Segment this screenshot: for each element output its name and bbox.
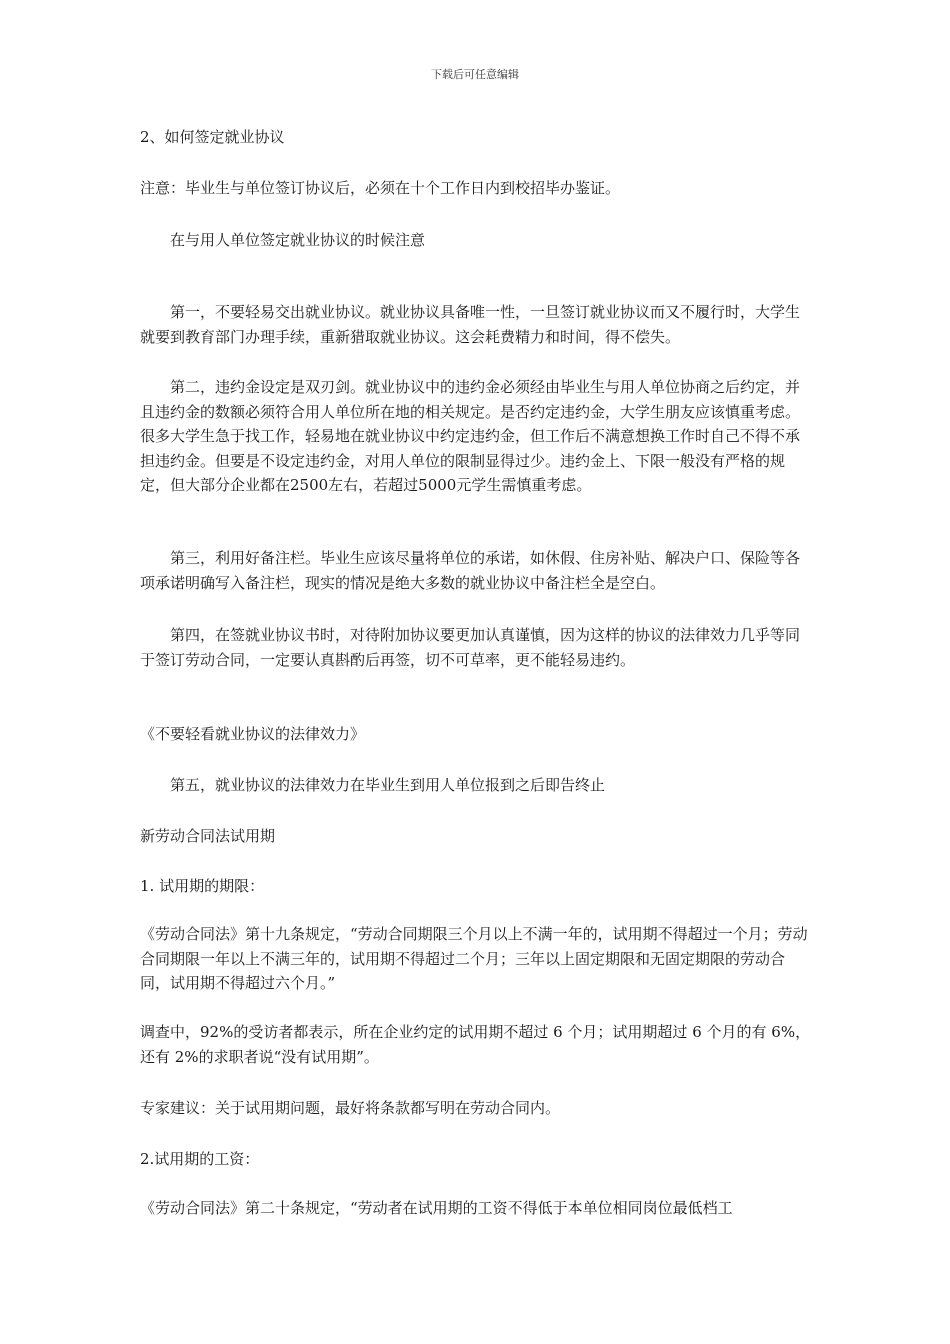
survey-paragraph: 调查中，92%的受访者都表示，所在企业约定的试用期不超过 6 个月；试用期超过 6 个月的有 6%，还有 2%的求职者说“没有试用期”。 [140,1023,811,1066]
paragraph-point-1: 第一，不要轻易交出就业协议。就业协议具备唯一性，一旦签订就业协议而又不履行时，大学生就要到教育部门办理手续，重新猎取就业协议。这会耗费精力和时间，得不偿失。 [140,303,801,346]
quote-title: 《不要轻看就业协议的法律效力》 [140,725,366,743]
section-heading: 2、如何签定就业协议 [140,128,285,146]
paragraph-point-4: 第四，在签就业协议书时，对待附加协议要更加认真谨慎，因为这样的协议的法律效力几乎等同于签订劳动合同，一定要认真斟酌后再签，切不可草率，更不能轻易违约。 [140,626,801,669]
section-heading-trial: 新劳动合同法试用期 [140,827,276,845]
trial-period-heading: 1. 试用期的期限： [140,877,265,895]
subheading: 在与用人单位签定就业协议的时候注意 [170,231,426,249]
law-article-20: 《劳动合同法》第二十条规定，“劳动者在试用期的工资不得低于本单位相同岗位最低档工 [140,1199,733,1217]
paragraph-point-5: 第五，就业协议的法律效力在毕业生到用人单位报到之后即告终止 [170,776,606,794]
notice-paragraph: 注意：毕业生与单位签订协议后，必须在十个工作日内到校招毕办鉴证。 [140,179,621,197]
law-article-19: 《劳动合同法》第十九条规定，“劳动合同期限三个月以上不满一年的，试用期不得超过一个月；劳动合同期限一年以上不满三年的，试用期不得超过二个月；三年以上固定期限和无固定期限的劳动合同，试用期不得超过六个月。” [140,925,808,992]
page-header: 下载后可任意编辑 [431,68,519,81]
trial-wage-heading: 2.试用期的工资： [140,1150,260,1168]
expert-advice: 专家建议：关于试用期问题，最好将条款都写明在劳动合同内。 [140,1099,561,1117]
paragraph-point-2: 第二，违约金设定是双刃剑。就业协议中的违约金必须经由毕业生与用人单位协商之后约定，并且违约金的数额必须符合用人单位所在地的相关规定。是否约定违约金，大学生朋友应该慎重考虑。很多大学生急于找工作，轻易地在就业协议中约定违约金，但工作后不满意想换工作时自己不得不承担违约金。但要是不设定违约金，对用人单位的限制显得过少。违约金上、下限一般没有严格的规定，但大部分企业都在2500左右，若超过5000元学生需慎重考虑。 [140,378,801,494]
paragraph-point-3: 第三，利用好备注栏。毕业生应该尽量将单位的承诺，如休假、住房补贴、解决户口、保险等各项承诺明确写入备注栏，现实的情况是绝大多数的就业协议中备注栏全是空白。 [140,549,801,592]
